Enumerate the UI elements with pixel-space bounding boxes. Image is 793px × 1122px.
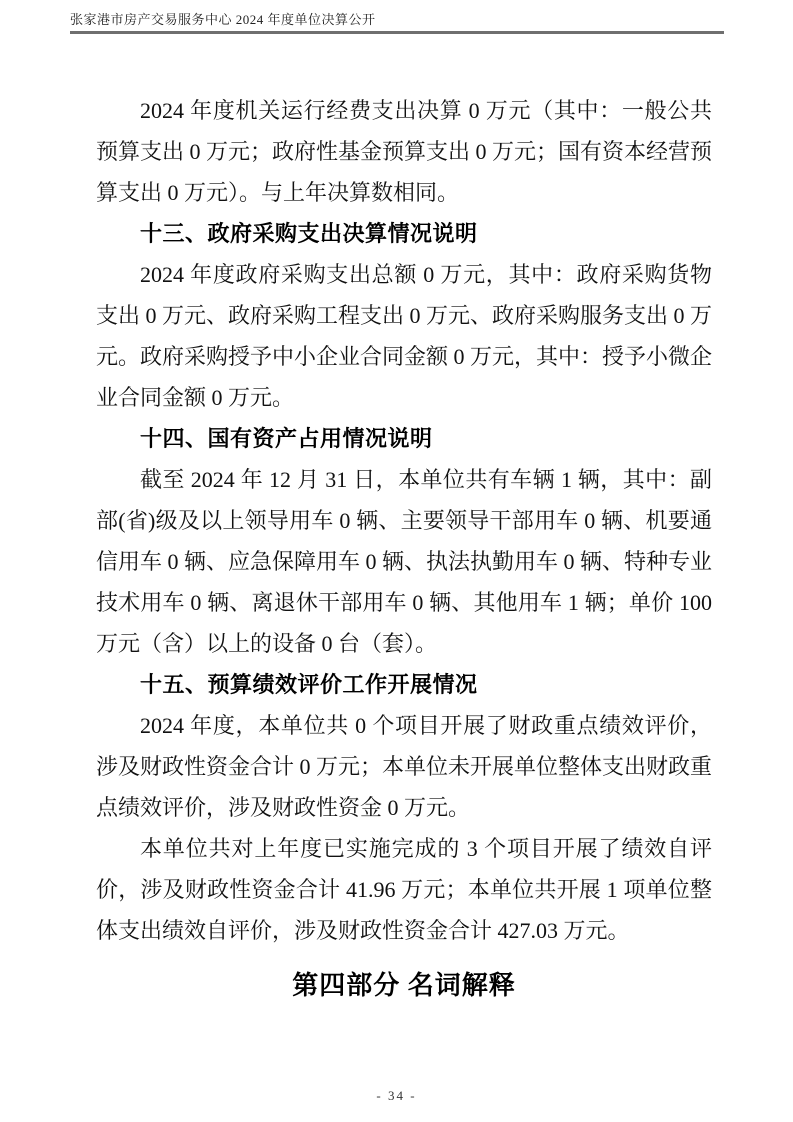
page-number: - 34 - [376, 1088, 417, 1103]
body-paragraph: 2024 年度政府采购支出总额 0 万元，其中：政府采购货物支出 0 万元、政府采购工程支出 0 万元、政府采购服务支出 0 万元。政府采购授予中小企业合同金额 0 万元，其中：授予小微企业合同金额 0 万元。 [96, 262, 713, 410]
body-paragraph: 截至 2024 年 12 月 31 日，本单位共有车辆 1 辆，其中：副部(省)级及以上领导用车 0 辆、主要领导干部用车 0 辆、机要通信用车 0 辆、应急保障用车 0 辆、执法执勤用车 0 辆、特种专业技术用车 0 辆、离退休干部用车 0 辆、其他用车 1 辆；单价 100 万元（含）以上的设备 0 台（套）。 [96, 467, 713, 656]
body-paragraph: 2024 年度，本单位共 0 个项目开展了财政重点绩效评价，涉及财政性资金合计 0 万元；本单位未开展单位整体支出财政重点绩效评价，涉及财政性资金 0 万元。 [96, 713, 713, 820]
header-title: 张家港市房产交易服务中心 2024 年度单位决算公开 [70, 12, 376, 27]
body-paragraph: 本单位共对上年度已实施完成的 3 个项目开展了绩效自评价，涉及财政性资金合计 41.96 万元；本单位共开展 1 项单位整体支出绩效自评价，涉及财政性资金合计 427.03 万元。 [96, 836, 712, 943]
page-header [70, 12, 724, 34]
section-heading-14: 十四、国有资产占用情况说明 [140, 426, 433, 451]
section-heading-13: 十三、政府采购支出决算情况说明 [140, 221, 478, 246]
part-title: 第四部分 名词解释 [292, 971, 516, 1000]
body-paragraph: 2024 年度机关运行经费支出决算 0 万元（其中：一般公共预算支出 0 万元；政府性基金预算支出 0 万元；国有资本经营预算支出 0 万元）。与上年决算数相同。 [96, 98, 713, 205]
document-body [96, 90, 712, 1006]
section-heading-15: 十五、预算绩效评价工作开展情况 [140, 672, 478, 697]
page-footer [0, 1088, 793, 1104]
